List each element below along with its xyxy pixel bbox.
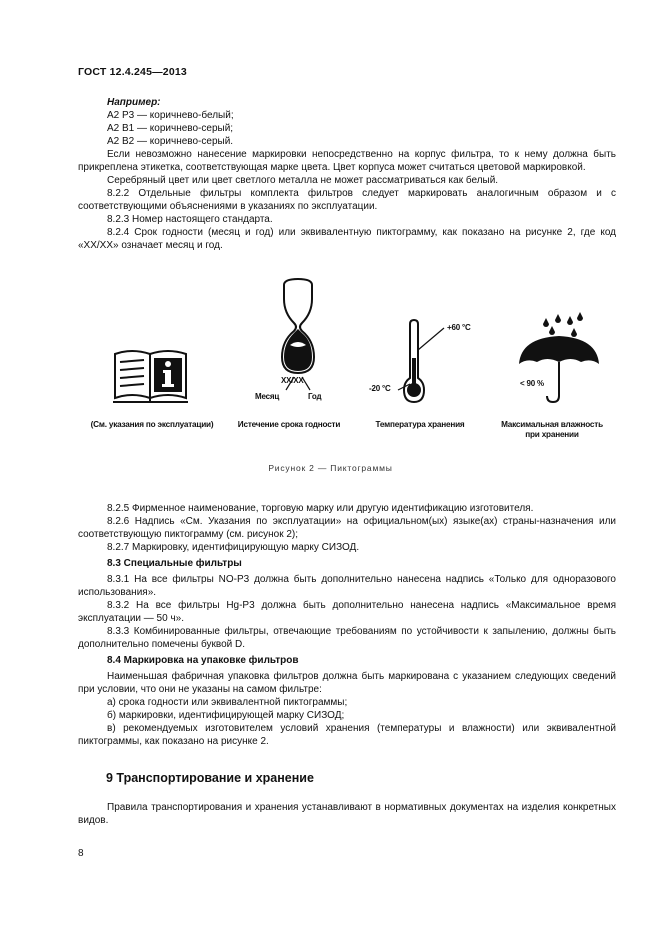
paragraph: Правила транспортирования и хранения устанавливают в нормативных документах на изделия конкретных видов. bbox=[78, 802, 616, 826]
paragraph: 8.3.1 На все фильтры NO-P3 должна быть дополнительно нанесена надпись «Только для одноразового использования». bbox=[78, 574, 616, 598]
page-number: 8 bbox=[78, 848, 84, 859]
umbrella-icon bbox=[515, 312, 605, 407]
example-item: А2 В2 — коричнево-серый. bbox=[107, 136, 234, 147]
paragraph: 8.2.6 Надпись «См. Указания по эксплуатации» на официальном(ых) языке(ах) страны-назначения или соответствующую пиктограмму (см. рисунок 2); bbox=[78, 516, 616, 540]
paragraph: 8.3.3 Комбинированные фильтры, отвечающие требованиям по устойчивости к запылению, должны быть дополнительно помечены буквой D. bbox=[78, 626, 616, 650]
paragraph: Серебряный цвет или цвет светлого металла не может рассматриваться как белый. bbox=[107, 175, 499, 186]
thermometer-min-label: -20 °С bbox=[369, 384, 391, 393]
pictogram-caption: (См. указания по эксплуатации) bbox=[90, 420, 214, 429]
section-heading-8-4: 8.4 Маркировка на упаковке фильтров bbox=[107, 655, 299, 666]
paragraph: 8.2.5 Фирменное наименование, торговую марку или другую идентификацию изготовителя. bbox=[107, 503, 534, 514]
list-item: б) маркировки, идентифицирующей марку СИЗОД; bbox=[107, 710, 345, 721]
document-header: ГОСТ 12.4.245—2013 bbox=[78, 66, 187, 78]
paragraph: 8.2.3 Номер настоящего стандарта. bbox=[107, 214, 273, 225]
list-item: в) рекомендуемых изготовителем условий хранения (температуры и влажности) или эквивалентной пиктограммы, как показано на рисунке 2. bbox=[78, 723, 616, 747]
pictogram-caption bbox=[482, 420, 622, 440]
section-9-text bbox=[78, 801, 616, 827]
paragraph: Если невозможно нанесение маркировки непосредственно на корпус фильтра, то к нему должна быть прикреплена этикетка, соответствующая марке цвета. Цвет корпуса может считаться цветовой маркировкой. bbox=[78, 149, 616, 173]
paragraph: 8.2.4 Срок годности (месяц и год) или эквивалентную пиктограмму, как показано на рисунке 2, где код «XX/XX» означает месяц и год. bbox=[78, 227, 616, 251]
top-text-block bbox=[78, 96, 616, 252]
figure-caption: Рисунок 2 — Пиктограммы bbox=[268, 463, 393, 473]
example-item: А2 Р3 — коричнево-белый; bbox=[107, 110, 234, 121]
paragraph: 8.3.2 На все фильтры Hg-P3 должна быть дополнительно нанесена надпись «Максимальное время эксплуатации — 50 ч». bbox=[78, 600, 616, 624]
paragraph: 8.2.2 Отдельные фильтры комплекта фильтров следует маркировать аналогичным образом и с соответствующими объяснениями в указаниях по эксплуатации. bbox=[78, 188, 616, 212]
paragraph: 8.2.7 Маркировку, идентифицирующую марку СИЗОД. bbox=[107, 542, 360, 553]
pictogram-caption: Истечение срока годности bbox=[237, 420, 341, 429]
list-item: а) срока годности или эквивалентной пиктограммы; bbox=[107, 697, 348, 708]
hourglass-code: XX/XX bbox=[281, 376, 304, 385]
hourglass-year-label: Год bbox=[308, 392, 322, 401]
section-heading-8-3: 8.3 Специальные фильтры bbox=[107, 558, 242, 569]
pictogram-caption: Температура хранения bbox=[375, 420, 465, 429]
thermometer-max-label: +60 °С bbox=[447, 323, 471, 332]
paragraph: Наименьшая фабричная упаковка фильтров должна быть маркирована с указанием следующих сведений при условии, что они не указаны на самом фильтре: bbox=[78, 671, 616, 695]
middle-text-block bbox=[78, 502, 616, 748]
pictogram-caption-line: при хранении bbox=[525, 430, 579, 439]
example-item: А2 В1 — коричнево-серый; bbox=[107, 123, 234, 134]
examples-label: Например: bbox=[107, 97, 161, 108]
pictogram-caption-line: Максимальная влажность bbox=[501, 420, 603, 429]
section-heading-9: 9 Транспортирование и хранение bbox=[106, 771, 314, 785]
umbrella-humidity-label: < 90 % bbox=[520, 379, 544, 388]
book-info-icon bbox=[112, 346, 192, 406]
hourglass-month-label: Месяц bbox=[255, 392, 280, 401]
